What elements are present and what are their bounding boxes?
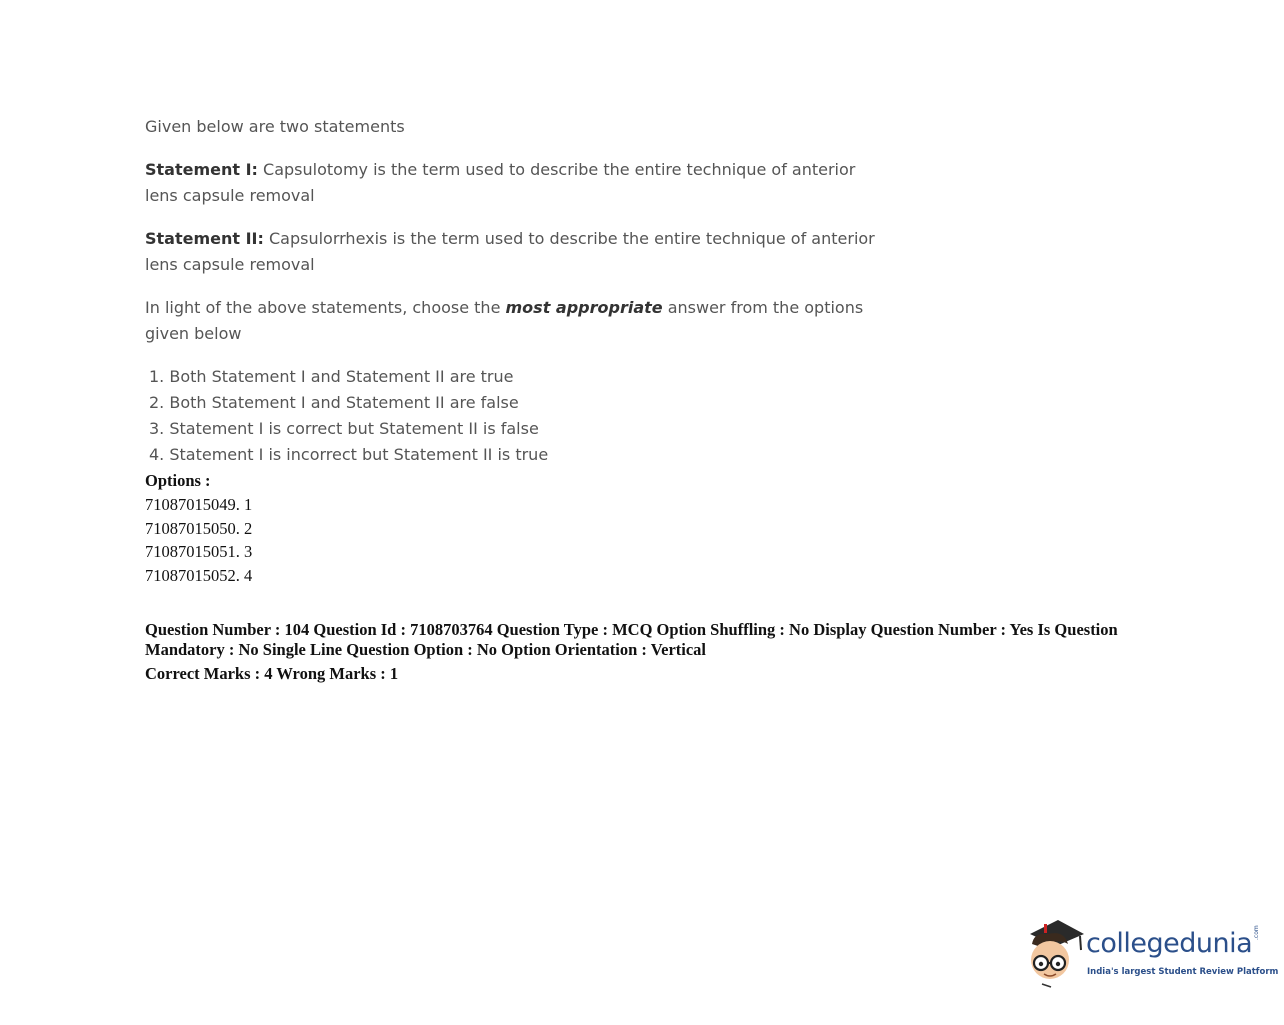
statement-1-text: Capsulotomy is the term used to describe the entire technique of anterior lens capsule removal (145, 160, 856, 205)
option-item: 71087015049. 1 (145, 495, 253, 514)
question-intro: Given below are two statements (145, 117, 405, 136)
options-heading: Options : (145, 471, 211, 490)
logo-wordmark: collegedunia (1086, 928, 1253, 959)
question-meta: Question Number : 104 Question Id : 7108703764 Question Type : MCQ Option Shuffling : No Display Question Number : Yes Is Question Mandatory : No Single Line Question Option : No Option Orientation : Vertical (145, 620, 1118, 659)
options-list (145, 493, 252, 588)
answer-choice: 3. Statement I is correct but Statement II is false (149, 419, 539, 438)
instruction (145, 295, 875, 347)
logo-suffix: .com (1253, 925, 1260, 940)
answer-choice: 2. Both Statement I and Statement II are false (149, 393, 519, 412)
answer-choices (149, 364, 548, 468)
question-marks: Correct Marks : 4 Wrong Marks : 1 (145, 664, 399, 683)
collegedunia-logo (1024, 916, 1279, 990)
instruction-before: In light of the above statements, choose the (145, 298, 506, 317)
statement-2-text: Capsulorrhexis is the term used to describe the entire technique of anterior lens capsule removal (145, 229, 875, 274)
option-item: 71087015051. 3 (145, 542, 253, 562)
answer-choice: 4. Statement I is incorrect but Statement II is true (149, 445, 549, 464)
instruction-emphasis: most appropriate (505, 298, 663, 317)
statement-1 (145, 157, 875, 209)
instruction-after: answer from the options given below (145, 298, 864, 343)
option-item: 71087015050. 2 (145, 518, 253, 538)
logo-tagline: India's largest Student Review Platform (1087, 967, 1279, 977)
student-mascot-icon (1024, 916, 1088, 990)
statement-2-label: Statement II: (145, 229, 264, 248)
statement-1-label: Statement I: (145, 160, 258, 179)
answer-choice: 1. Both Statement I and Statement II are true (149, 367, 514, 386)
option-item: 71087015052. 4 (145, 566, 253, 586)
statement-2 (145, 226, 875, 278)
